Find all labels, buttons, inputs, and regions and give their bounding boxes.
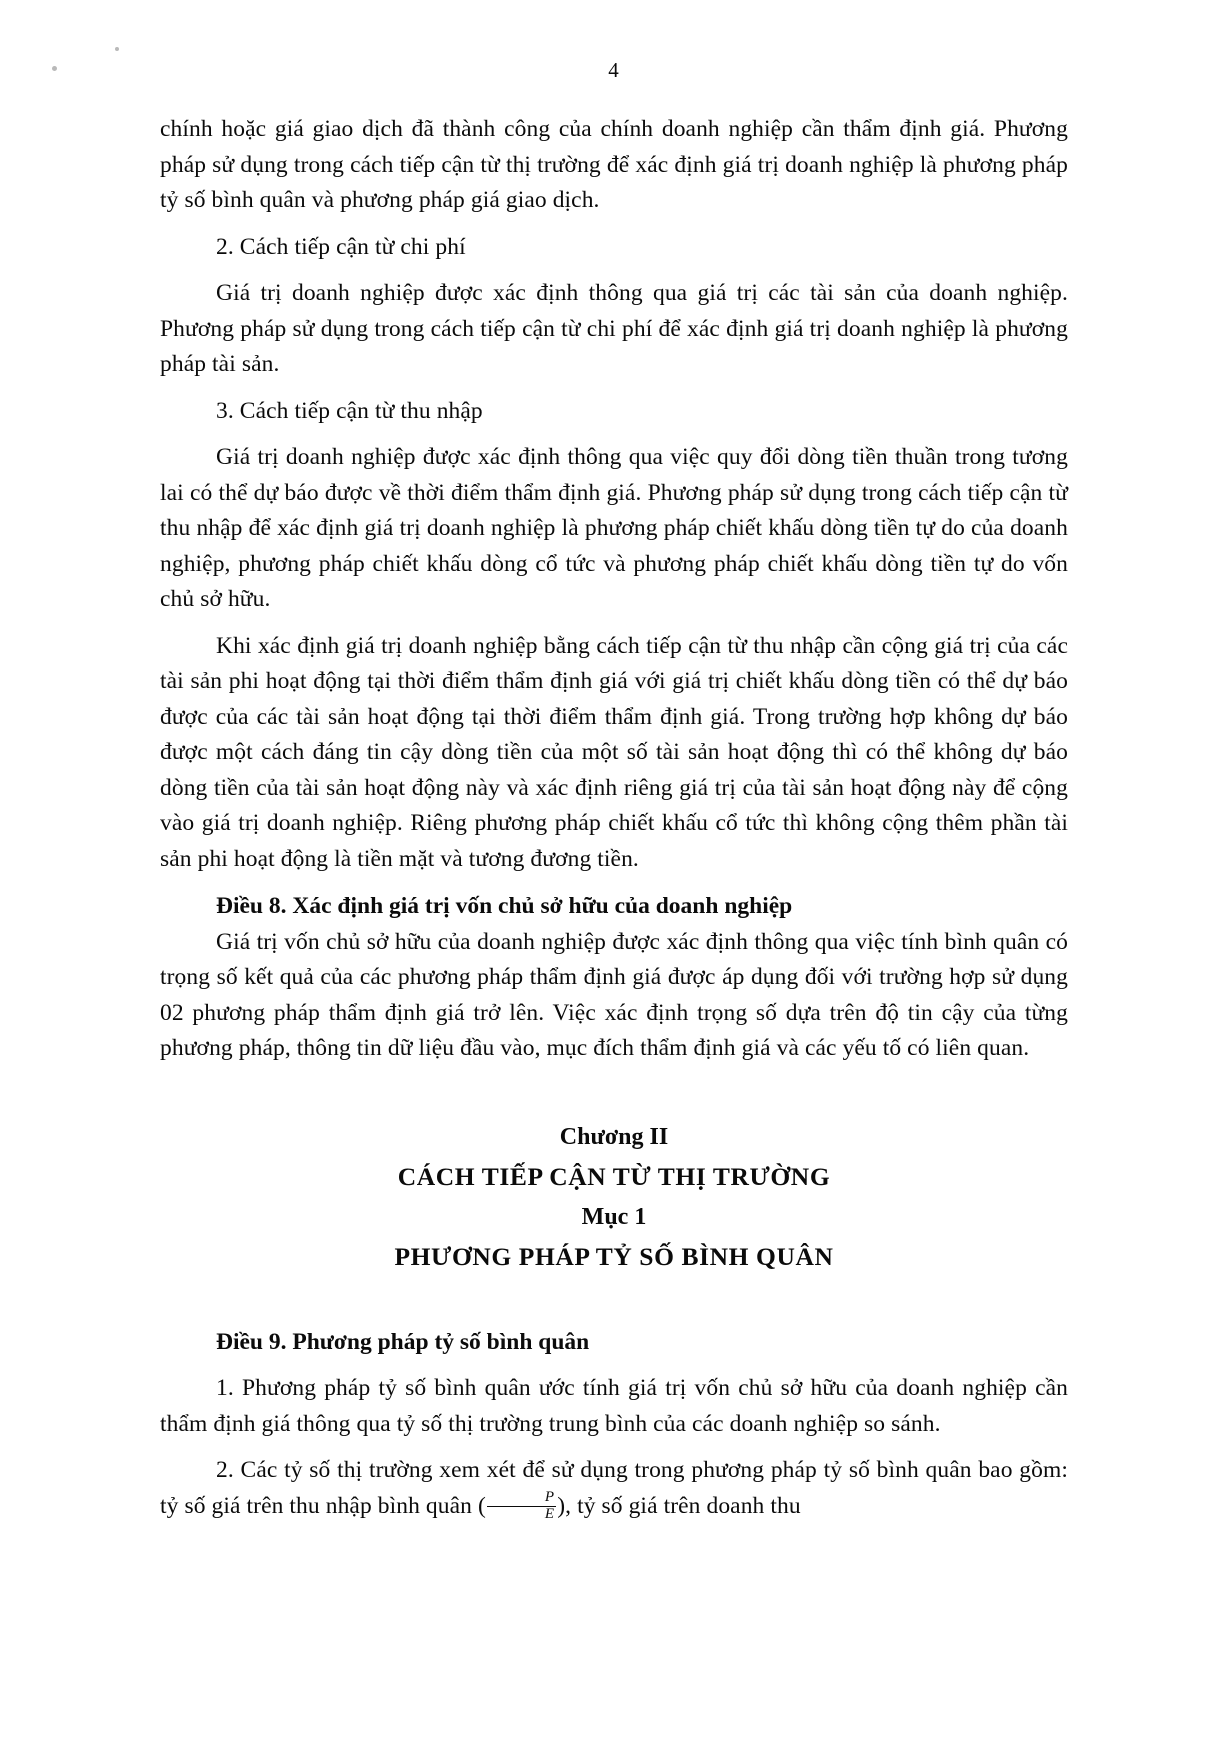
paragraph-income-approach-detail: Giá trị doanh nghiệp được xác định thông qua việc quy đổi dòng tiền thuần trong tương lai có thể dự báo được về thời điểm thẩm định giá. Phương pháp sử dụng trong cách tiếp cận từ thu nhập để xác định giá trị doanh nghiệp là phương pháp chiết khấu dòng tiền tự do của doanh nghiệp, phương pháp chiết khấu dòng cổ tức và phương pháp chiết khấu dòng tiền tự do vốn chủ sở hữu. bbox=[160, 444, 1068, 612]
chapter-label: Chương II bbox=[559, 1123, 669, 1150]
article-heading-dieu-9: Điều 9. Phương pháp tỷ số bình quân bbox=[216, 1328, 590, 1355]
fraction-price-to-earnings bbox=[487, 1490, 556, 1523]
fraction-denominator: E bbox=[487, 1506, 556, 1523]
document-body bbox=[160, 112, 1068, 1526]
section-title: PHƯƠNG PHÁP TỶ SỐ BÌNH QUÂN bbox=[394, 1241, 834, 1271]
scan-speck bbox=[115, 47, 119, 51]
article-heading-dieu-8: Điều 8. Xác định giá trị vốn chủ sở hữu của doanh nghiệp bbox=[216, 893, 793, 919]
list-item-cost-approach: 2. Cách tiếp cận từ chi phí bbox=[216, 233, 466, 260]
chapter-title: CÁCH TIẾP CẬN TỪ THỊ TRƯỜNG bbox=[397, 1161, 831, 1191]
paragraph-cost-approach-detail: Giá trị doanh nghiệp được xác định thông qua giá trị các tài sản của doanh nghiệp. Phương pháp sử dụng trong cách tiếp cận từ chi phí để xác định giá trị doanh nghiệp là phương pháp tài sản. bbox=[160, 280, 1068, 377]
paragraph-income-approach-notes: Khi xác định giá trị doanh nghiệp bằng cách tiếp cận từ thu nhập cần cộng giá trị của các tài sản phi hoạt động tại thời điểm thẩm định giá với giá trị chiết khấu dòng tiền có thể dự báo được của các tài sản hoạt động tại thời điểm thẩm định giá. Trong trường hợp không dự báo được một cách đáng tin cậy dòng tiền của một số tài sản hoạt động thì có thể không dự báo dòng tiền của tài sản hoạt động này và xác định riêng giá trị của tài sản hoạt động này để cộng vào giá trị doanh nghiệp. Riêng phương pháp chiết khấu cổ tức thì không cộng thêm phần tài sản phi hoạt động là tiền mặt và tương đương tiền. bbox=[160, 632, 1068, 872]
paragraph-continuation: chính hoặc giá giao dịch đã thành công của chính doanh nghiệp cần thẩm định giá. Phương pháp sử dụng trong cách tiếp cận từ thị trường để xác định giá trị doanh nghiệp là phương pháp tỷ số bình quân và phương pháp giá giao dịch. bbox=[160, 116, 1068, 213]
page-number: 4 bbox=[608, 58, 619, 82]
chapter-block bbox=[160, 1117, 1068, 1277]
fraction-numerator: P bbox=[544, 1488, 555, 1505]
paragraph-text-after-fraction: ), tỷ số giá trên doanh thu bbox=[557, 1492, 801, 1519]
paragraph-text-before-fraction: 2. Các tỷ số thị trường xem xét để sử dụng trong phương pháp tỷ số bình quân bao gồm: tỷ số giá trên thu nhập bình quân ( bbox=[160, 1457, 1068, 1519]
paragraph-dieu-9-item-2 bbox=[160, 1453, 1068, 1524]
paragraph-dieu-8-content: Giá trị vốn chủ sở hữu của doanh nghiệp được xác định thông qua việc tính bình quân có trọng số kết quả của các phương pháp thẩm định giá được áp dụng đối với trường hợp sử dụng 02 phương pháp thẩm định giá trở lên. Việc xác định trọng số dựa trên độ tin cậy của từng phương pháp, thông tin dữ liệu đầu vào, mục đích thẩm định giá và các yếu tố có liên quan. bbox=[160, 928, 1068, 1061]
section-label: Mục 1 bbox=[581, 1203, 647, 1230]
list-item-income-approach: 3. Cách tiếp cận từ thu nhập bbox=[216, 397, 483, 424]
paragraph-dieu-9-item-1: 1. Phương pháp tỷ số bình quân ước tính giá trị vốn chủ sở hữu của doanh nghiệp cần thẩm định giá thông qua tỷ số thị trường trung bình của các doanh nghiệp so sánh. bbox=[160, 1375, 1068, 1437]
